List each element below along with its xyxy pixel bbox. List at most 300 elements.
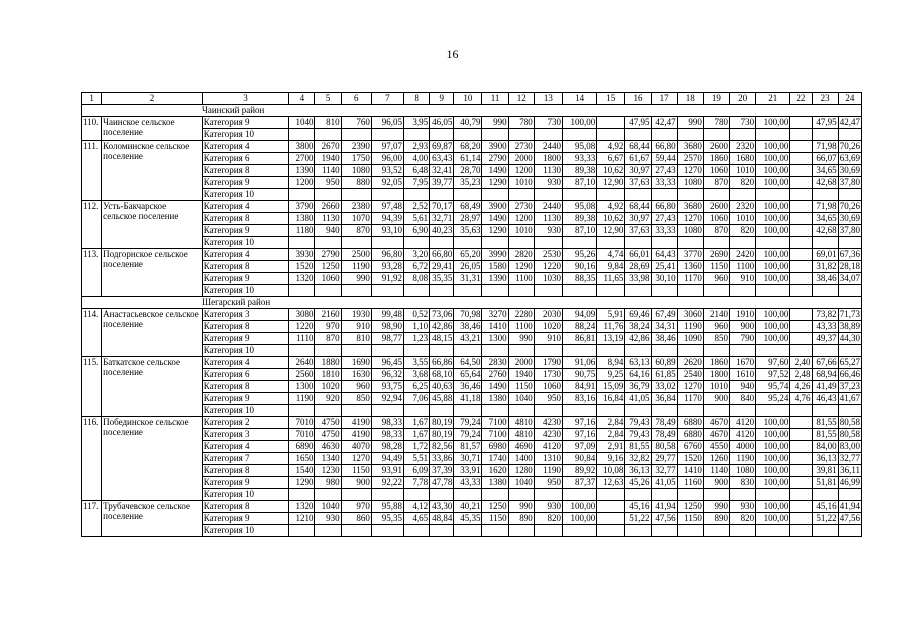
settlement-number: 116. (82, 417, 102, 501)
region-title: Чаинский район (82, 105, 862, 117)
value-cell: 33,02 (651, 381, 677, 393)
value-cell (597, 345, 625, 357)
value-cell (729, 489, 755, 501)
column-header: 21 (756, 93, 790, 105)
value-cell: 94,39 (371, 213, 403, 225)
value-cell: 1180 (289, 225, 315, 237)
value-cell: 87,10 (562, 225, 596, 237)
value-cell: 30,71 (454, 453, 482, 465)
value-cell: 1,10 (404, 321, 430, 333)
column-header: 4 (289, 93, 315, 105)
value-cell: 730 (534, 117, 562, 129)
value-cell: 1690 (341, 357, 371, 369)
value-cell: 100,00 (756, 249, 790, 261)
value-cell: 100,00 (756, 453, 790, 465)
value-cell: 3,95 (404, 117, 430, 129)
value-cell: 36,13 (625, 465, 651, 477)
value-cell (677, 285, 703, 297)
region-row (82, 297, 862, 309)
value-cell: 7,95 (404, 177, 430, 189)
value-cell (289, 345, 315, 357)
value-cell: 30,97 (625, 165, 651, 177)
value-cell: 34,65 (812, 213, 838, 225)
table-row (82, 117, 862, 129)
value-cell: 97,48 (371, 201, 403, 213)
value-cell: 1310 (534, 453, 562, 465)
value-cell: 80,58 (839, 417, 860, 427)
value-cell: 2390 (341, 141, 371, 153)
value-cell: 35,63 (454, 225, 482, 237)
value-cell: 1320 (289, 273, 315, 285)
value-cell: 1880 (315, 357, 341, 369)
value-cell: 4,00 (404, 153, 430, 165)
value-cell (430, 237, 454, 249)
value-cell: 40,79 (454, 117, 482, 129)
value-cell (677, 189, 703, 201)
value-cell: 96,00 (371, 153, 403, 165)
value-cell: 89,38 (562, 213, 596, 225)
value-cell: 1860 (703, 357, 729, 369)
value-cell: 79,24 (454, 417, 482, 429)
value-cell: 1080 (341, 165, 371, 177)
value-cell: 70,26 (839, 141, 860, 151)
value-cell: 93,33 (562, 153, 596, 165)
value-cell (677, 129, 703, 141)
value-cell (838, 405, 861, 417)
value-cell: 2730 (508, 201, 534, 213)
value-cell: 78,49 (651, 429, 677, 441)
value-cell (790, 249, 812, 261)
value-cell: 63,13 (625, 357, 651, 369)
value-cell: 990 (677, 117, 703, 129)
value-cell: 5,91 (597, 309, 625, 321)
value-cell (597, 189, 625, 201)
value-cell: 1,67 (404, 429, 430, 441)
value-cell (482, 237, 508, 249)
value-cell (790, 465, 812, 477)
value-cell: 28,69 (625, 261, 651, 273)
value-cell (729, 285, 755, 297)
value-cell (562, 525, 596, 537)
value-cell (597, 489, 625, 501)
value-cell: 97,52 (756, 369, 790, 381)
value-cell: 42,68 (812, 225, 838, 237)
value-cell: 900 (729, 321, 755, 333)
value-cell (756, 489, 790, 501)
value-cell: 42,86 (430, 321, 454, 333)
value-cell (838, 189, 861, 201)
value-cell (404, 237, 430, 249)
data-table (81, 92, 862, 537)
value-cell: 92,22 (371, 477, 403, 489)
value-cell (454, 405, 482, 417)
value-cell: 1190 (341, 261, 371, 273)
value-cell: 7,06 (404, 393, 430, 405)
value-cell (812, 189, 838, 201)
value-cell: 4190 (341, 417, 371, 429)
value-cell: 26,05 (454, 261, 482, 273)
value-cell: 100,00 (756, 141, 790, 153)
value-cell (454, 189, 482, 201)
value-cell (812, 489, 838, 501)
value-cell: 32,41 (430, 165, 454, 177)
value-cell (404, 189, 430, 201)
value-cell (534, 237, 562, 249)
value-cell (289, 237, 315, 249)
value-cell: 41,05 (651, 477, 677, 489)
value-cell (703, 405, 729, 417)
value-cell: 16,84 (597, 393, 625, 405)
value-cell: 1030 (534, 273, 562, 285)
value-cell: 70,98 (454, 309, 482, 321)
value-cell (756, 285, 790, 297)
value-cell: 87,37 (562, 477, 596, 489)
value-cell: 940 (729, 381, 755, 393)
value-cell (454, 285, 482, 297)
value-cell: 89,92 (562, 465, 596, 477)
value-cell: 42,47 (839, 117, 860, 127)
value-cell: 100,00 (756, 153, 790, 165)
table-row (82, 141, 862, 153)
value-cell: 45,88 (430, 393, 454, 405)
value-cell: 1320 (289, 501, 315, 513)
value-cell: 49,37 (812, 333, 838, 345)
value-cell (790, 213, 812, 225)
value-cell (625, 345, 651, 357)
value-cell (315, 129, 341, 141)
value-cell: 79,43 (625, 429, 651, 441)
value-cell: 45,16 (625, 501, 651, 513)
value-cell (562, 237, 596, 249)
value-cell: 35,35 (430, 273, 454, 285)
value-cell: 950 (534, 393, 562, 405)
value-cell: 6,25 (404, 381, 430, 393)
value-cell: 2600 (703, 201, 729, 213)
value-cell: 1620 (482, 465, 508, 477)
value-cell (404, 489, 430, 501)
value-cell: 7100 (482, 417, 508, 429)
value-cell: 810 (315, 117, 341, 129)
value-cell (597, 501, 625, 513)
value-cell: 4810 (508, 417, 534, 429)
value-cell (790, 189, 812, 201)
value-cell: 28,97 (454, 213, 482, 225)
value-cell: 100,00 (562, 117, 596, 129)
value-cell: 4120 (729, 429, 755, 441)
value-cell: 1750 (341, 153, 371, 165)
settlement-number: 117. (82, 501, 102, 537)
value-cell: 98,33 (371, 417, 403, 429)
value-cell: 41,49 (812, 381, 838, 393)
value-cell: 1140 (703, 465, 729, 477)
value-cell: 64,43 (651, 249, 677, 261)
value-cell: 2160 (315, 309, 341, 321)
value-cell: 51,81 (812, 477, 838, 489)
value-cell: 71,98 (812, 201, 838, 213)
column-header: 13 (534, 93, 562, 105)
value-cell (454, 525, 482, 537)
value-cell (812, 237, 838, 249)
value-cell: 2440 (534, 141, 562, 153)
value-cell: 33,98 (625, 273, 651, 285)
value-cell (790, 153, 812, 165)
value-cell: 1230 (315, 465, 341, 477)
value-cell: 45,35 (454, 513, 482, 525)
value-cell: 37,63 (625, 177, 651, 189)
category-cell: Категория 3 (202, 429, 289, 441)
value-cell (756, 405, 790, 417)
value-cell: 91,06 (562, 357, 596, 369)
value-cell: 1060 (703, 213, 729, 225)
value-cell (729, 405, 755, 417)
value-cell (341, 129, 371, 141)
value-cell (315, 525, 341, 537)
value-cell: 2,84 (597, 429, 625, 441)
value-cell: 1270 (341, 453, 371, 465)
value-cell (597, 285, 625, 297)
value-cell (371, 525, 403, 537)
value-cell: 3680 (677, 141, 703, 153)
value-cell: 1060 (703, 165, 729, 177)
value-cell (703, 489, 729, 501)
table-row (82, 501, 862, 513)
column-header: 5 (315, 93, 341, 105)
value-cell (790, 525, 812, 537)
value-cell: 15,09 (597, 381, 625, 393)
column-header: 18 (677, 93, 703, 105)
value-cell: 1010 (729, 213, 755, 225)
column-header: 20 (729, 93, 755, 105)
value-cell (790, 405, 812, 417)
value-cell: 67,36 (839, 249, 860, 259)
value-cell: 46,05 (430, 117, 454, 129)
value-cell: 2700 (289, 153, 315, 165)
value-cell (790, 129, 812, 141)
value-cell: 10,62 (597, 213, 625, 225)
value-cell: 820 (729, 225, 755, 237)
value-cell: 1150 (482, 513, 508, 525)
value-cell: 9,84 (597, 261, 625, 273)
value-cell: 90,84 (562, 453, 596, 465)
value-cell: 2000 (508, 357, 534, 369)
value-cell: 40,23 (430, 225, 454, 237)
column-header: 14 (562, 93, 596, 105)
value-cell: 900 (341, 477, 371, 489)
value-cell: 990 (508, 333, 534, 345)
value-cell: 46,99 (839, 477, 860, 487)
value-cell (562, 405, 596, 417)
value-cell: 80,19 (430, 429, 454, 441)
value-cell: 1360 (677, 261, 703, 273)
value-cell: 69,01 (812, 249, 838, 261)
table-row (82, 309, 862, 321)
value-cell: 840 (729, 393, 755, 405)
value-cell (838, 285, 861, 297)
value-cell: 33,33 (651, 177, 677, 189)
value-cell (482, 129, 508, 141)
value-cell: 870 (341, 225, 371, 237)
value-cell (812, 345, 838, 357)
value-cell: 63,43 (430, 153, 454, 165)
value-cell: 6880 (677, 417, 703, 429)
value-cell: 11,76 (597, 321, 625, 333)
value-cell: 910 (534, 333, 562, 345)
value-cell: 83,00 (839, 441, 860, 451)
value-cell: 2640 (289, 357, 315, 369)
value-cell (404, 405, 430, 417)
value-cell: 7,78 (404, 477, 430, 489)
value-cell: 1020 (315, 381, 341, 393)
value-cell: 1190 (289, 393, 315, 405)
value-cell: 41,67 (839, 393, 860, 403)
value-cell: 1800 (534, 153, 562, 165)
settlement-name: Коломинское сельское поселение (102, 141, 203, 201)
value-cell: 64,50 (454, 357, 482, 369)
value-cell: 2790 (482, 153, 508, 165)
value-cell: 5,61 (404, 213, 430, 225)
value-cell (371, 237, 403, 249)
value-cell: 6890 (289, 441, 315, 453)
value-cell: 39,77 (430, 177, 454, 189)
value-cell: 63,69 (839, 153, 860, 163)
value-cell (562, 189, 596, 201)
value-cell: 2690 (703, 249, 729, 261)
value-cell: 30,97 (625, 213, 651, 225)
value-cell: 94,09 (562, 309, 596, 321)
column-header: 24 (838, 93, 861, 105)
value-cell: 1200 (289, 177, 315, 189)
value-cell: 1100 (508, 273, 534, 285)
category-cell: Категория 3 (202, 309, 289, 321)
value-cell: 1580 (482, 261, 508, 273)
value-cell: 43,33 (812, 321, 838, 333)
value-cell: 1100 (729, 261, 755, 273)
value-cell: 59,44 (651, 153, 677, 165)
value-cell: 1190 (729, 453, 755, 465)
value-cell: 870 (703, 177, 729, 189)
value-cell (430, 129, 454, 141)
value-cell: 37,80 (839, 225, 860, 235)
value-cell (703, 285, 729, 297)
value-cell: 4,92 (597, 141, 625, 153)
value-cell: 1250 (482, 501, 508, 513)
value-cell: 47,95 (625, 117, 651, 129)
value-cell: 81,55 (812, 429, 838, 441)
column-header: 16 (625, 93, 651, 105)
value-cell (341, 189, 371, 201)
settlement-name: Подгорнское сельское поселение (102, 249, 203, 297)
value-cell (508, 189, 534, 201)
value-cell (790, 117, 812, 129)
value-cell: 65,64 (454, 369, 482, 381)
value-cell: 27,43 (651, 165, 677, 177)
value-cell: 4070 (341, 441, 371, 453)
value-cell: 1380 (289, 213, 315, 225)
category-cell: Категория 8 (202, 165, 289, 177)
column-header: 2 (102, 93, 203, 105)
value-cell: 81,57 (454, 441, 482, 453)
value-cell (508, 489, 534, 501)
value-cell (812, 525, 838, 537)
value-cell (430, 405, 454, 417)
value-cell: 37,80 (839, 177, 860, 187)
value-cell (534, 189, 562, 201)
settlement-number: 115. (82, 357, 102, 417)
value-cell: 2380 (341, 201, 371, 213)
value-cell: 3900 (482, 141, 508, 153)
value-cell (430, 189, 454, 201)
value-cell (790, 345, 812, 357)
value-cell: 2790 (315, 249, 341, 261)
value-cell: 2830 (482, 357, 508, 369)
value-cell: 920 (315, 393, 341, 405)
value-cell: 1,67 (404, 417, 430, 429)
value-cell: 1150 (508, 381, 534, 393)
value-cell: 950 (315, 177, 341, 189)
value-cell: 1130 (534, 213, 562, 225)
value-cell (315, 345, 341, 357)
value-cell: 4,12 (404, 501, 430, 513)
value-cell: 44,30 (839, 333, 860, 343)
value-cell (756, 237, 790, 249)
value-cell: 100,00 (756, 177, 790, 189)
value-cell: 48,84 (430, 513, 454, 525)
value-cell: 66,80 (651, 141, 677, 153)
column-header-row (82, 93, 862, 105)
value-cell: 4,74 (597, 249, 625, 261)
value-cell: 93,10 (371, 225, 403, 237)
value-cell: 4810 (508, 429, 534, 441)
value-cell: 68,44 (625, 141, 651, 153)
value-cell: 1740 (482, 453, 508, 465)
value-cell: 6,09 (404, 465, 430, 477)
value-cell: 1,23 (404, 333, 430, 345)
table-row (82, 357, 862, 369)
category-cell: Категория 8 (202, 501, 289, 513)
value-cell: 930 (534, 501, 562, 513)
value-cell: 70,17 (430, 201, 454, 213)
value-cell (790, 285, 812, 297)
value-cell: 4750 (315, 417, 341, 429)
value-cell: 35,23 (454, 177, 482, 189)
value-cell: 37,39 (430, 465, 454, 477)
value-cell: 870 (703, 225, 729, 237)
value-cell (371, 189, 403, 201)
value-cell: 2280 (508, 309, 534, 321)
settlement-number: 110. (82, 117, 102, 141)
column-header: 19 (703, 93, 729, 105)
value-cell: 64,16 (625, 369, 651, 381)
value-cell: 36,11 (840, 465, 860, 475)
value-cell: 7100 (482, 429, 508, 441)
value-cell (430, 489, 454, 501)
category-cell: Категория 10 (202, 285, 289, 297)
column-header: 10 (454, 93, 482, 105)
value-cell (315, 405, 341, 417)
category-cell: Категория 8 (202, 213, 289, 225)
value-cell (812, 285, 838, 297)
value-cell: 3,55 (404, 357, 430, 369)
value-cell: 34,65 (812, 165, 838, 177)
value-cell: 36,79 (625, 381, 651, 393)
value-cell: 99,48 (371, 309, 403, 321)
value-cell (790, 333, 812, 345)
value-cell: 100,00 (756, 261, 790, 273)
column-header: 1 (82, 93, 102, 105)
value-cell (790, 201, 812, 213)
category-cell: Категория 7 (202, 453, 289, 465)
value-cell: 900 (703, 393, 729, 405)
